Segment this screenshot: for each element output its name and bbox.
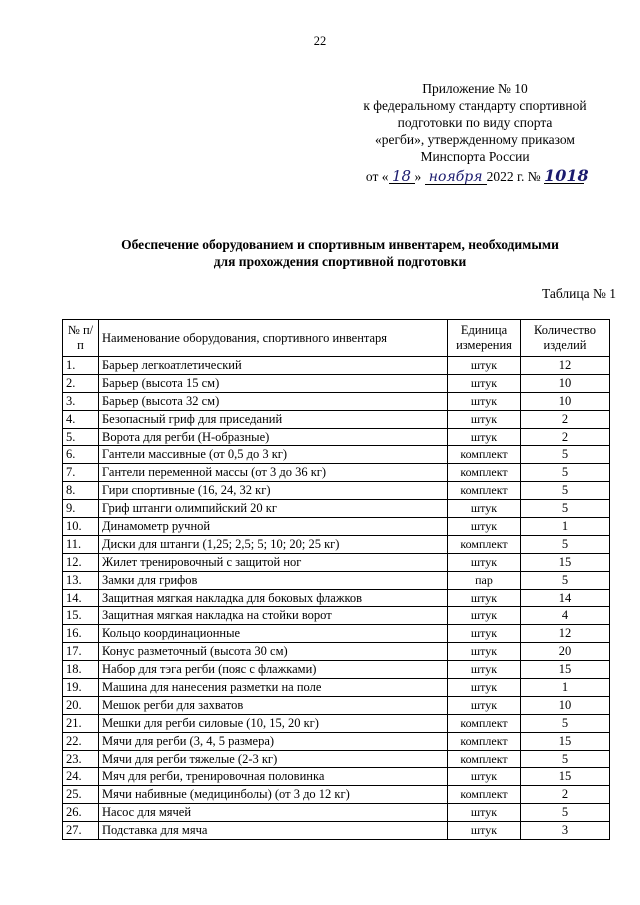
order-prefix: от « (365, 169, 389, 184)
row-name: Гриф штанги олимпийский 20 кг (99, 500, 448, 518)
table-row (63, 607, 610, 625)
row-name: Гантели массивные (от 0,5 до 3 кг) (99, 446, 448, 464)
row-number: 8. (63, 482, 99, 500)
row-unit: штук (448, 625, 521, 643)
row-number: 25. (63, 786, 99, 804)
row-unit: штук (448, 589, 521, 607)
handwritten-day: 18 (389, 169, 415, 184)
page-number: 22 (313, 34, 327, 48)
row-unit: комплект (448, 714, 521, 732)
table-row (63, 589, 610, 607)
row-unit: штук (448, 643, 521, 661)
table-row (63, 500, 610, 518)
row-name: Динамометр ручной (99, 518, 448, 536)
row-qty: 14 (521, 589, 610, 607)
row-number: 23. (63, 750, 99, 768)
row-qty: 10 (521, 374, 610, 392)
row-name: Мячи для регби (3, 4, 5 размера) (99, 732, 448, 750)
row-qty: 3 (521, 822, 610, 840)
row-name: Насос для мячей (99, 804, 448, 822)
row-qty: 5 (521, 804, 610, 822)
row-unit: штук (448, 374, 521, 392)
appendix-line: подготовки по виду спорта (397, 115, 553, 130)
row-number: 1. (63, 357, 99, 375)
row-number: 24. (63, 768, 99, 786)
row-number: 2. (63, 374, 99, 392)
table-row (63, 553, 610, 571)
row-number: 16. (63, 625, 99, 643)
row-number: 14. (63, 589, 99, 607)
row-number: 13. (63, 571, 99, 589)
handwritten-month: ноября (425, 170, 487, 185)
row-qty: 5 (521, 571, 610, 589)
row-number: 26. (63, 804, 99, 822)
table-row (63, 768, 610, 786)
row-qty: 12 (521, 357, 610, 375)
order-date-line (330, 168, 620, 185)
row-number: 21. (63, 714, 99, 732)
row-name: Барьер (высота 32 см) (99, 392, 448, 410)
row-name: Гантели переменной массы (от 3 до 36 кг) (99, 464, 448, 482)
row-name: Конус разметочный (высота 30 см) (99, 643, 448, 661)
row-name: Мячи набивные (медицинболы) (от 3 до 12 кг) (99, 786, 448, 804)
table-row (63, 446, 610, 464)
row-number: 17. (63, 643, 99, 661)
table-row (63, 410, 610, 428)
row-name: Барьер (высота 15 см) (99, 374, 448, 392)
row-name: Машина для нанесения разметки на поле (99, 679, 448, 697)
row-name: Ворота для регби (Н-образные) (99, 428, 448, 446)
table-row (63, 374, 610, 392)
table-row (63, 804, 610, 822)
row-qty: 5 (521, 500, 610, 518)
table-label: Таблица № 1 (542, 286, 616, 301)
row-number: 12. (63, 553, 99, 571)
row-number: 5. (63, 428, 99, 446)
header-name: Наименование оборудования, спортивного инвентаря (99, 320, 448, 357)
table-row (63, 625, 610, 643)
table-row (63, 428, 610, 446)
appendix-block (330, 80, 620, 185)
row-qty: 10 (521, 392, 610, 410)
appendix-line: Приложение № 10 (422, 81, 528, 96)
row-unit: штук (448, 696, 521, 714)
row-name: Жилет тренировочный с защитой ног (99, 553, 448, 571)
equipment-table (62, 319, 610, 840)
row-unit: штук (448, 661, 521, 679)
appendix-line: Минспорта России (420, 149, 530, 164)
table-row (63, 357, 610, 375)
row-number: 10. (63, 518, 99, 536)
row-unit: штук (448, 804, 521, 822)
row-number: 19. (63, 679, 99, 697)
row-unit: штук (448, 410, 521, 428)
appendix-line: к федеральному стандарту спортивной (363, 98, 587, 113)
row-number: 15. (63, 607, 99, 625)
row-qty: 20 (521, 643, 610, 661)
row-number: 7. (63, 464, 99, 482)
row-number: 11. (63, 535, 99, 553)
row-unit: штук (448, 518, 521, 536)
row-unit: штук (448, 357, 521, 375)
row-unit: пар (448, 571, 521, 589)
row-qty: 5 (521, 750, 610, 768)
row-unit: комплект (448, 750, 521, 768)
table-row (63, 750, 610, 768)
row-unit: штук (448, 679, 521, 697)
row-unit: комплект (448, 464, 521, 482)
row-unit: комплект (448, 732, 521, 750)
row-name: Защитная мягкая накладка на стойки ворот (99, 607, 448, 625)
row-qty: 2 (521, 786, 610, 804)
row-name: Гири спортивные (16, 24, 32 кг) (99, 482, 448, 500)
row-qty: 1 (521, 518, 610, 536)
row-qty: 5 (521, 446, 610, 464)
row-unit: комплект (448, 786, 521, 804)
row-unit: штук (448, 553, 521, 571)
row-qty: 4 (521, 607, 610, 625)
row-unit: штук (448, 822, 521, 840)
document-title (60, 236, 620, 270)
header-unit: Единица измерения (448, 320, 521, 357)
table-row (63, 679, 610, 697)
table-row (63, 732, 610, 750)
table-row (63, 482, 610, 500)
row-name: Набор для тэга регби (пояс с флажками) (99, 661, 448, 679)
row-name: Мячи для регби тяжелые (2-3 кг) (99, 750, 448, 768)
table-row (63, 643, 610, 661)
row-number: 4. (63, 410, 99, 428)
row-qty: 15 (521, 732, 610, 750)
table-header-row (63, 320, 610, 357)
row-name: Замки для грифов (99, 571, 448, 589)
title-line-2: для прохождения спортивной подготовки (213, 254, 467, 269)
table-row (63, 822, 610, 840)
table-row (63, 518, 610, 536)
row-number: 27. (63, 822, 99, 840)
row-name: Мешки для регби силовые (10, 15, 20 кг) (99, 714, 448, 732)
row-unit: штук (448, 392, 521, 410)
handwritten-order-number: 1018 (544, 166, 589, 185)
order-mid: » (414, 169, 425, 184)
row-unit: комплект (448, 482, 521, 500)
row-name: Мяч для регби, тренировочная половинка (99, 768, 448, 786)
row-qty: 1 (521, 679, 610, 697)
row-unit: штук (448, 607, 521, 625)
row-qty: 5 (521, 482, 610, 500)
title-line-1: Обеспечение оборудованием и спортивным инвентарем, необходимыми (121, 237, 559, 252)
row-number: 22. (63, 732, 99, 750)
row-qty: 5 (521, 535, 610, 553)
row-name: Подставка для мяча (99, 822, 448, 840)
table-body (63, 357, 610, 840)
row-qty: 10 (521, 696, 610, 714)
header-num: № п/п (63, 320, 99, 357)
row-name: Безопасный гриф для приседаний (99, 410, 448, 428)
row-number: 18. (63, 661, 99, 679)
row-qty: 2 (521, 410, 610, 428)
appendix-line: «регби», утвержденному приказом (375, 132, 575, 147)
row-qty: 15 (521, 768, 610, 786)
row-number: 6. (63, 446, 99, 464)
row-unit: штук (448, 428, 521, 446)
table-row (63, 661, 610, 679)
row-unit: штук (448, 500, 521, 518)
row-name: Мешок регби для захватов (99, 696, 448, 714)
row-qty: 2 (521, 428, 610, 446)
table-row (63, 571, 610, 589)
order-year: 2022 г. № (486, 169, 545, 184)
table-row (63, 786, 610, 804)
row-unit: комплект (448, 446, 521, 464)
row-name: Защитная мягкая накладка для боковых флажков (99, 589, 448, 607)
row-number: 9. (63, 500, 99, 518)
row-number: 3. (63, 392, 99, 410)
table-row (63, 714, 610, 732)
row-qty: 5 (521, 714, 610, 732)
row-name: Барьер легкоатлетический (99, 357, 448, 375)
table-row (63, 696, 610, 714)
row-number: 20. (63, 696, 99, 714)
row-name: Кольцо координационные (99, 625, 448, 643)
header-qty: Количество изделий (521, 320, 610, 357)
row-name: Диски для штанги (1,25; 2,5; 5; 10; 20; 25 кг) (99, 535, 448, 553)
table-row (63, 535, 610, 553)
row-qty: 15 (521, 661, 610, 679)
row-qty: 15 (521, 553, 610, 571)
row-unit: комплект (448, 535, 521, 553)
table-row (63, 392, 610, 410)
row-qty: 12 (521, 625, 610, 643)
row-unit: штук (448, 768, 521, 786)
table-row (63, 464, 610, 482)
row-qty: 5 (521, 464, 610, 482)
